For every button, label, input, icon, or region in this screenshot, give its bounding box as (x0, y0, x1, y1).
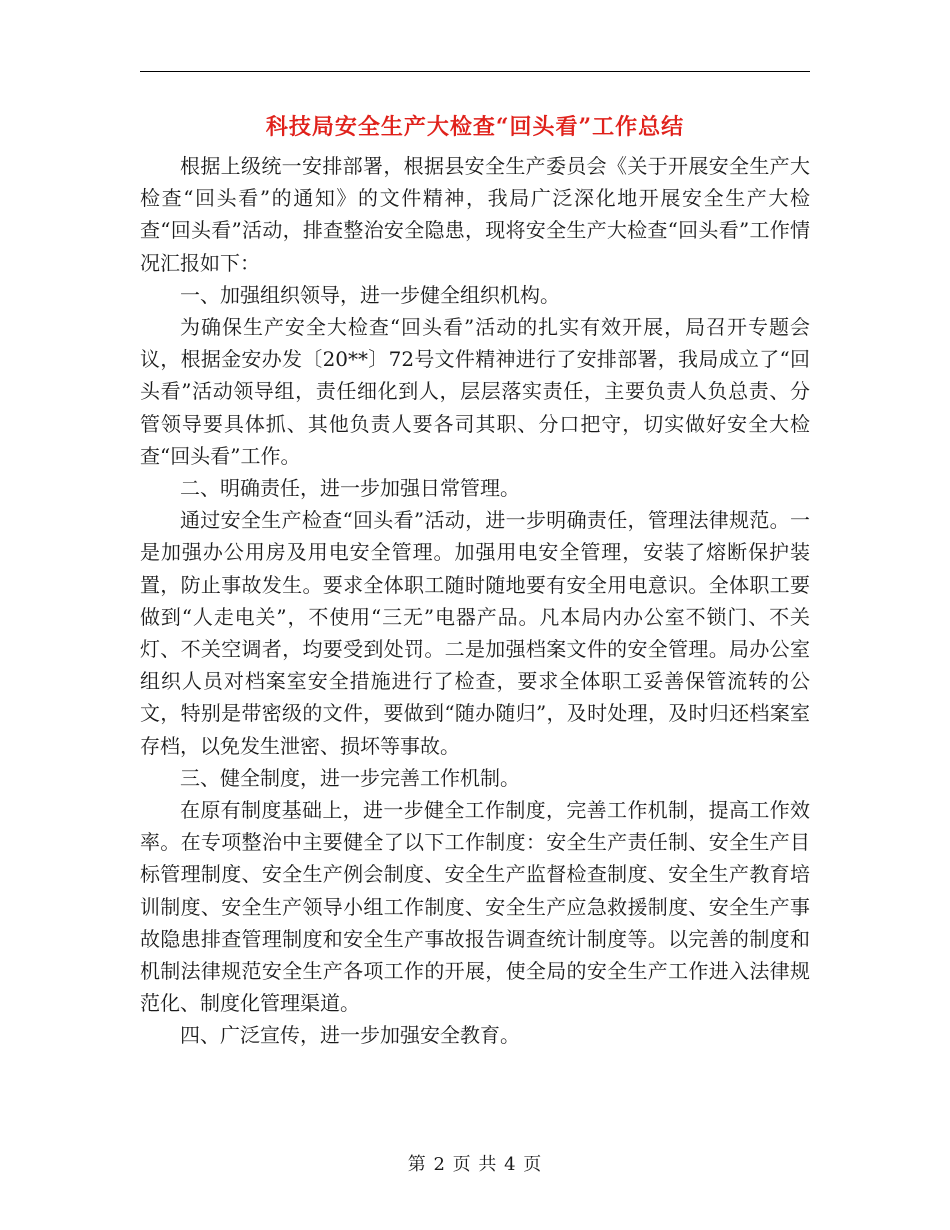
page-footer: 第 2 页 共 4 页 (407, 1154, 543, 1175)
paragraph-section-3: 在原有制度基础上，进一步健全工作制度，完善工作机制，提高工作效率。在专项整治中主要健全了以下工作制度：安全生产责任制、安全生产目标管理制度、安全生产例会制度、安全生产监督检查制度、安全生产教育培训制度、安全生产领导小组工作制度、安全生产应急救援制度、安全生产事故隐患排查管理制度和安全生产事故报告调查统计制度等。以完善的制度和机制法律规范安全生产各项工作的开展，使全局的安全生产工作进入法律规范化、制度化管理渠道。 (140, 798, 810, 1016)
paragraph-intro: 根据上级统一安排部署，根据县安全生产委员会《关于开展安全生产大检查“回头看”的通知》的文件精神，我局广泛深化地开展安全生产大检查“回头看”活动，排查整治安全隐患，现将安全生产大检查“回头看”工作情况汇报如下： (140, 154, 810, 275)
section-heading-1: 一、加强组织领导，进一步健全组织机构。 (180, 282, 560, 307)
section-heading-3: 三、健全制度，进一步完善工作机制。 (180, 765, 520, 790)
document-body (140, 150, 810, 1052)
document-title: 科技局安全生产大检查“回头看”工作总结 (265, 114, 685, 140)
section-heading-4: 四、广泛宣传，进一步加强安全教育。 (180, 1023, 520, 1048)
header-rule (140, 71, 810, 72)
section-heading-2: 二、明确责任，进一步加强日常管理。 (180, 476, 520, 501)
paragraph-section-1: 为确保生产安全大检查“回头看”活动的扎实有效开展，局召开专题会议，根据金安办发〔20**〕72号文件精神进行了安排部署，我局成立了“回头看”活动领导组，责任细化到人，层层落实责任，主要负责人负总责、分管领导要具体抓、其他负责人要各司其职、分口把守，切实做好安全大检查“回头看”工作。 (140, 315, 810, 468)
paragraph-section-2: 通过安全生产检查“回头看”活动，进一步明确责任，管理法律规范。一是加强办公用房及用电安全管理。加强用电安全管理，安装了熔断保护装置，防止事故发生。要求全体职工随时随地要有安全用电意识。全体职工要做到“人走电关”，不使用“三无”电器产品。凡本局内办公室不锁门、不关灯、不关空调者，均要受到处罚。二是加强档案文件的安全管理。局办公室组织人员对档案室安全措施进行了检查，要求全体职工妥善保管流转的公文，特别是带密级的文件，要做到“随办随归”，及时处理，及时归还档案室存档，以免发生泄密、损坏等事故。 (140, 508, 810, 758)
